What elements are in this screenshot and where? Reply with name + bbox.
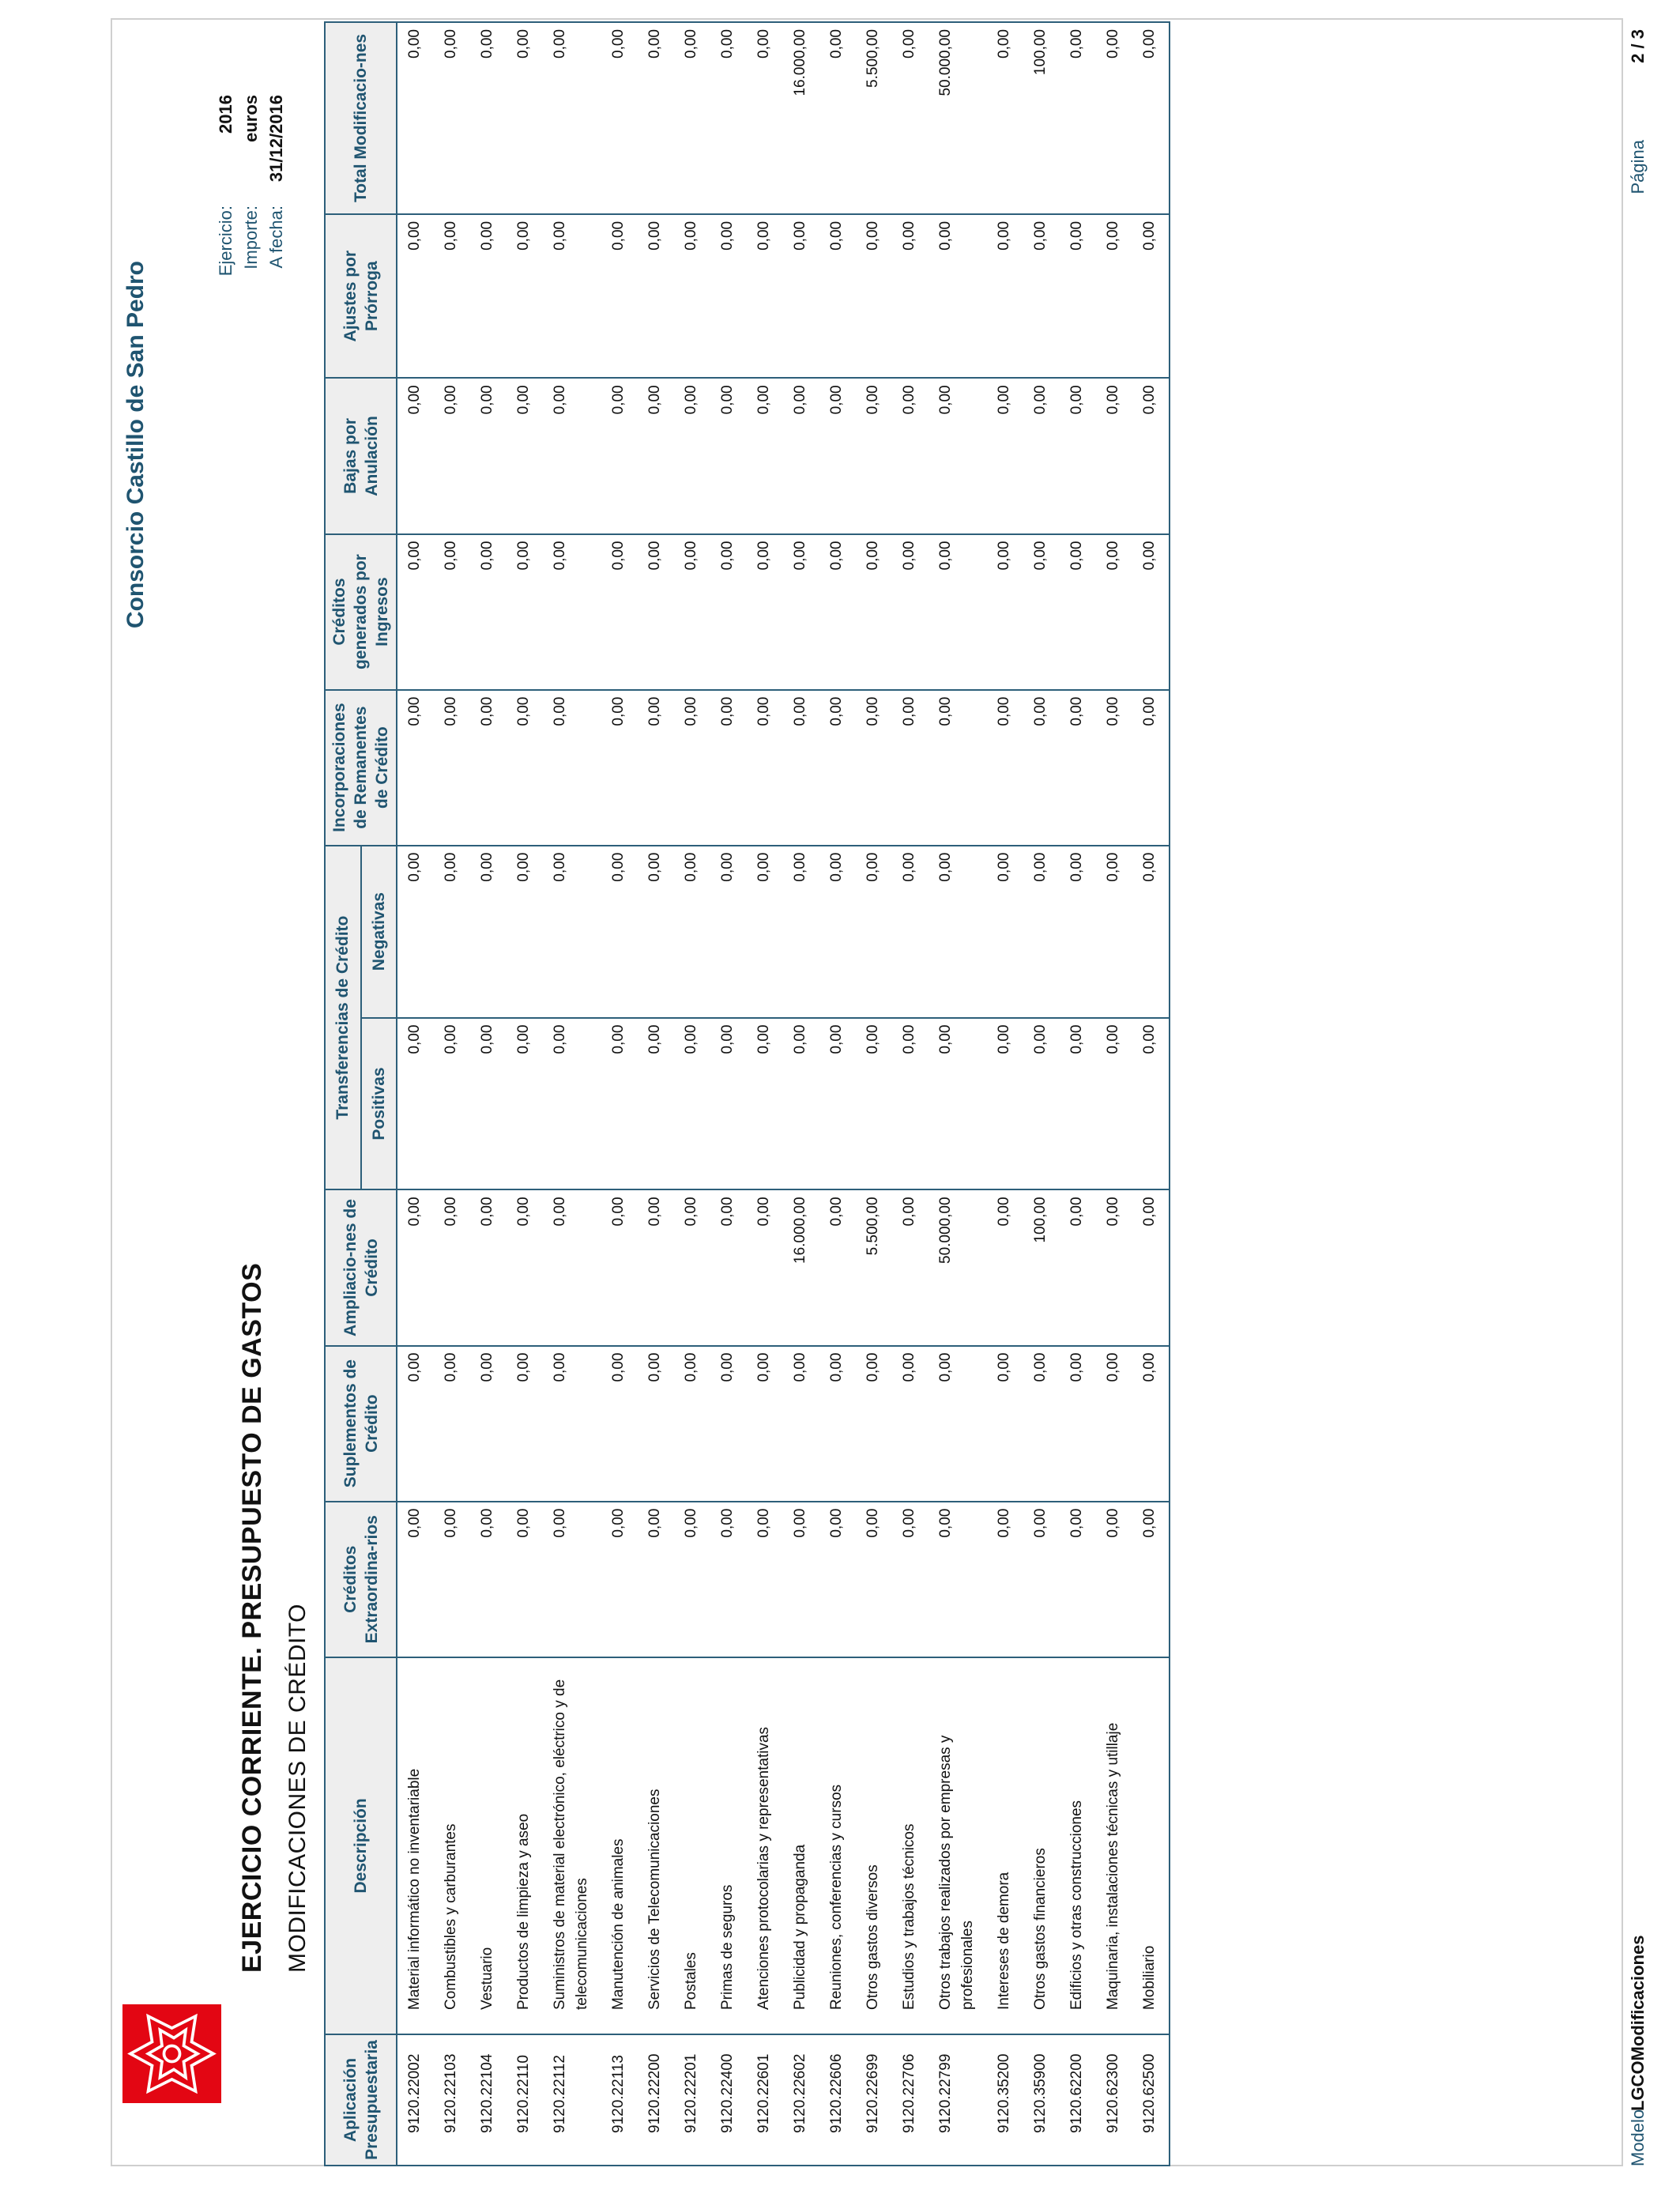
amount-cell: 0,00: [397, 1502, 434, 1657]
aplicacion-cell: 9120.22602: [783, 2034, 819, 2166]
table-row: [1132, 22, 1170, 2166]
amount-cell: 0,00: [819, 846, 856, 1018]
amount-cell: 0,00: [638, 1018, 674, 1190]
amount-cell: 0,00: [1132, 1346, 1170, 1502]
amount-cell: 0,00: [674, 214, 710, 378]
aplicacion-cell: 9120.22112: [543, 2034, 601, 2166]
amount-cell: 0,00: [783, 1502, 819, 1657]
header-transferencias: Transferencias de Crédito: [325, 846, 361, 1190]
amount-cell: 0,00: [1096, 214, 1132, 378]
amount-cell: 0,00: [710, 1502, 747, 1657]
amount-cell: 0,00: [507, 1502, 543, 1657]
amount-cell: 0,00: [929, 1502, 987, 1657]
amount-cell: 0,00: [892, 1502, 929, 1657]
amount-cell: 50.000,00: [929, 1189, 987, 1345]
amount-cell: 0,00: [470, 378, 507, 533]
aplicacion-cell: 9120.22601: [747, 2034, 783, 2166]
header-ampliaciones: Ampliacio-nes de Crédito: [325, 1189, 397, 1345]
table-row: [819, 22, 856, 2166]
page-subtitle: MODIFICACIONES DE CRÉDITO: [284, 1604, 311, 1973]
amount-cell: 0,00: [892, 1346, 929, 1502]
amount-cell: 0,00: [638, 690, 674, 846]
amount-cell: 0,00: [543, 534, 601, 690]
amount-cell: 0,00: [1060, 22, 1096, 214]
amount-cell: 0,00: [1096, 1502, 1132, 1657]
amount-cell: 0,00: [638, 214, 674, 378]
amount-cell: 0,00: [783, 378, 819, 533]
amount-cell: 0,00: [397, 1346, 434, 1502]
amount-cell: 0,00: [856, 846, 892, 1018]
amount-cell: 16.000,00: [783, 22, 819, 214]
amount-cell: 0,00: [1023, 378, 1060, 533]
amount-cell: 0,00: [710, 690, 747, 846]
amount-cell: 0,00: [1060, 534, 1096, 690]
amount-cell: 0,00: [434, 846, 470, 1018]
amount-cell: 0,00: [710, 378, 747, 533]
aplicacion-cell: 9120.35200: [987, 2034, 1023, 2166]
amount-cell: 0,00: [601, 1346, 638, 1502]
amount-cell: 0,00: [1096, 22, 1132, 214]
amount-cell: 0,00: [507, 1018, 543, 1190]
header-total: Total Modificacio-nes: [325, 22, 397, 214]
aplicacion-cell: 9120.22104: [470, 2034, 507, 2166]
amount-cell: 0,00: [747, 378, 783, 533]
amount-cell: 0,00: [987, 378, 1023, 533]
descripcion-cell: Productos de limpieza y aseo: [507, 1657, 543, 2034]
amount-cell: 0,00: [892, 534, 929, 690]
castle-star-icon: [122, 2004, 221, 2103]
table-row: [783, 22, 819, 2166]
amount-cell: 0,00: [470, 1189, 507, 1345]
amount-cell: 0,00: [987, 846, 1023, 1018]
amount-cell: 50.000,00: [929, 22, 987, 214]
amount-cell: 0,00: [674, 1502, 710, 1657]
amount-cell: 0,00: [819, 1346, 856, 1502]
table-row: [747, 22, 783, 2166]
amount-cell: 0,00: [397, 378, 434, 533]
amount-cell: 0,00: [819, 690, 856, 846]
amount-cell: 0,00: [507, 1346, 543, 1502]
amount-cell: 0,00: [987, 690, 1023, 846]
amount-cell: 0,00: [434, 22, 470, 214]
amount-cell: 0,00: [507, 1189, 543, 1345]
amount-cell: 0,00: [470, 1346, 507, 1502]
header-aplicacion: Aplicación Presupuestaria: [325, 2034, 397, 2166]
amount-cell: 0,00: [819, 22, 856, 214]
amount-cell: 0,00: [397, 1018, 434, 1190]
amount-cell: 0,00: [543, 1018, 601, 1190]
amount-cell: 0,00: [856, 378, 892, 533]
amount-cell: 0,00: [1096, 1346, 1132, 1502]
header-ajustes: Ajustes por Prórroga: [325, 214, 397, 378]
amount-cell: 0,00: [397, 214, 434, 378]
header-bajas: Bajas por Anulación: [325, 378, 397, 533]
amount-cell: 0,00: [710, 22, 747, 214]
descripcion-cell: Material informático no inventariable: [397, 1657, 434, 2034]
amount-cell: 0,00: [710, 1018, 747, 1190]
amount-cell: 0,00: [1060, 1189, 1096, 1345]
amount-cell: 0,00: [638, 846, 674, 1018]
aplicacion-cell: 9120.62200: [1060, 2034, 1096, 2166]
amount-cell: 0,00: [819, 378, 856, 533]
table-row: [601, 22, 638, 2166]
amount-cell: 0,00: [747, 534, 783, 690]
amount-cell: 0,00: [819, 1189, 856, 1345]
amount-cell: 0,00: [1096, 1018, 1132, 1190]
amount-cell: 0,00: [470, 214, 507, 378]
descripcion-cell: Servicios de Telecomunicaciones: [638, 1657, 674, 2034]
amount-cell: 5.500,00: [856, 22, 892, 214]
amount-cell: 0,00: [892, 1018, 929, 1190]
amount-cell: 0,00: [1132, 214, 1170, 378]
amount-cell: 0,00: [507, 690, 543, 846]
amount-cell: 0,00: [1023, 534, 1060, 690]
amount-cell: 0,00: [929, 1018, 987, 1190]
amount-cell: 0,00: [397, 1189, 434, 1345]
amount-cell: 0,00: [783, 690, 819, 846]
amount-cell: 0,00: [1023, 1018, 1060, 1190]
amount-cell: 0,00: [929, 534, 987, 690]
table-row: [1096, 22, 1132, 2166]
aplicacion-cell: 9120.22113: [601, 2034, 638, 2166]
amount-cell: 0,00: [1023, 846, 1060, 1018]
amount-cell: 0,00: [543, 378, 601, 533]
amount-cell: 0,00: [1132, 1018, 1170, 1190]
table-row: [470, 22, 507, 2166]
amount-cell: 0,00: [638, 22, 674, 214]
amount-cell: 0,00: [929, 214, 987, 378]
amount-cell: 0,00: [674, 846, 710, 1018]
amount-cell: 100,00: [1023, 1189, 1060, 1345]
model-value: LGCOModificaciones: [1628, 1935, 1648, 2111]
aplicacion-cell: 9120.22200: [638, 2034, 674, 2166]
descripcion-cell: Suministros de material electrónico, eléctrico y de telecomunicaciones: [543, 1657, 601, 2034]
amount-cell: 0,00: [892, 1189, 929, 1345]
amount-cell: 0,00: [929, 1346, 987, 1502]
descripcion-cell: Manutención de animales: [601, 1657, 638, 2034]
amount-cell: 0,00: [783, 1346, 819, 1502]
amount-cell: 0,00: [674, 22, 710, 214]
amount-cell: 0,00: [397, 534, 434, 690]
descripcion-cell: Atenciones protocolarias y representativas: [747, 1657, 783, 2034]
amount-cell: 0,00: [601, 214, 638, 378]
aplicacion-cell: 9120.22699: [856, 2034, 892, 2166]
amount-cell: 0,00: [434, 1502, 470, 1657]
organization-name: Consorcio Castillo de San Pedro: [122, 261, 149, 629]
amount-cell: 0,00: [987, 534, 1023, 690]
amount-cell: 0,00: [987, 1018, 1023, 1190]
amount-cell: 5.500,00: [856, 1189, 892, 1345]
table-row: [674, 22, 710, 2166]
descripcion-cell: Intereses de demora: [987, 1657, 1023, 2034]
amount-cell: 0,00: [507, 22, 543, 214]
amount-cell: 0,00: [638, 1189, 674, 1345]
ejercicio-label: Ejercicio:: [216, 205, 235, 277]
amount-cell: 0,00: [470, 22, 507, 214]
amount-cell: 0,00: [856, 690, 892, 846]
amount-cell: 0,00: [892, 214, 929, 378]
amount-cell: 0,00: [674, 1189, 710, 1345]
amount-cell: 0,00: [1060, 846, 1096, 1018]
amount-cell: 0,00: [674, 378, 710, 533]
amount-cell: 0,00: [543, 846, 601, 1018]
aplicacion-cell: 9120.62300: [1096, 2034, 1132, 2166]
aplicacion-cell: 9120.22606: [819, 2034, 856, 2166]
header-incorporaciones: Incorporaciones de Remanentes de Crédito: [325, 690, 397, 846]
amount-cell: 0,00: [434, 1346, 470, 1502]
amount-cell: 0,00: [470, 690, 507, 846]
amount-cell: 0,00: [601, 22, 638, 214]
table-row: [987, 22, 1023, 2166]
aplicacion-cell: 9120.22400: [710, 2034, 747, 2166]
amount-cell: 0,00: [892, 690, 929, 846]
header-descripcion: Descripción: [325, 1657, 397, 2034]
table-row: [507, 22, 543, 2166]
amount-cell: 0,00: [747, 1346, 783, 1502]
amount-cell: 0,00: [1132, 22, 1170, 214]
descripcion-cell: Otros trabajos realizados por empresas y profesionales: [929, 1657, 987, 2034]
amount-cell: 0,00: [710, 1189, 747, 1345]
amount-cell: 0,00: [674, 1346, 710, 1502]
amount-cell: 0,00: [819, 1502, 856, 1657]
amount-cell: 0,00: [507, 214, 543, 378]
amount-cell: 0,00: [856, 534, 892, 690]
table-row: [710, 22, 747, 2166]
aplicacion-cell: 9120.22799: [929, 2034, 987, 2166]
amount-cell: 0,00: [819, 214, 856, 378]
aplicacion-cell: 9120.22103: [434, 2034, 470, 2166]
descripcion-cell: Mobiliario: [1132, 1657, 1170, 2034]
descripcion-cell: Vestuario: [470, 1657, 507, 2034]
amount-cell: 0,00: [856, 1502, 892, 1657]
amount-cell: 0,00: [601, 846, 638, 1018]
aplicacion-cell: 9120.22201: [674, 2034, 710, 2166]
amount-cell: 0,00: [674, 1018, 710, 1190]
aplicacion-cell: 9120.35900: [1023, 2034, 1060, 2166]
amount-cell: 0,00: [1132, 534, 1170, 690]
descripcion-cell: Otros gastos diversos: [856, 1657, 892, 2034]
amount-cell: 0,00: [1096, 378, 1132, 533]
descripcion-cell: Reuniones, conferencias y cursos: [819, 1657, 856, 2034]
amount-cell: 0,00: [543, 690, 601, 846]
ejercicio-value: 2016: [216, 95, 235, 134]
amount-cell: 0,00: [470, 534, 507, 690]
amount-cell: 0,00: [783, 1018, 819, 1190]
amount-cell: 0,00: [856, 214, 892, 378]
amount-cell: 0,00: [470, 1018, 507, 1190]
amount-cell: 100,00: [1023, 22, 1060, 214]
amount-cell: 0,00: [710, 214, 747, 378]
amount-cell: 0,00: [1060, 378, 1096, 533]
amount-cell: 0,00: [1023, 1502, 1060, 1657]
amount-cell: 0,00: [747, 1189, 783, 1345]
amount-cell: 0,00: [674, 534, 710, 690]
amount-cell: 0,00: [1132, 846, 1170, 1018]
amount-cell: 0,00: [987, 1189, 1023, 1345]
aplicacion-cell: 9120.62500: [1132, 2034, 1170, 2166]
amount-cell: 0,00: [434, 214, 470, 378]
amount-cell: 0,00: [507, 378, 543, 533]
header-positivas: Positivas: [361, 1018, 397, 1190]
table-row: [892, 22, 929, 2166]
amount-cell: 0,00: [892, 22, 929, 214]
amount-cell: 0,00: [856, 1018, 892, 1190]
header-suplementos: Suplementos de Crédito: [325, 1346, 397, 1502]
aplicacion-cell: 9120.22706: [892, 2034, 929, 2166]
amount-cell: 16.000,00: [783, 1189, 819, 1345]
page-title: EJERCICIO CORRIENTE. PRESUPUESTO DE GASTOS: [237, 1262, 267, 1973]
amount-cell: 0,00: [987, 22, 1023, 214]
descripcion-cell: Otros gastos financieros: [1023, 1657, 1060, 2034]
aplicacion-cell: 9120.22110: [507, 2034, 543, 2166]
amount-cell: 0,00: [434, 1018, 470, 1190]
descripcion-cell: Combustibles y carburantes: [434, 1657, 470, 2034]
amount-cell: 0,00: [543, 214, 601, 378]
amount-cell: 0,00: [674, 690, 710, 846]
amount-cell: 0,00: [747, 846, 783, 1018]
table-row: [397, 22, 434, 2166]
amount-cell: 0,00: [507, 534, 543, 690]
amount-cell: 0,00: [470, 1502, 507, 1657]
amount-cell: 0,00: [543, 1346, 601, 1502]
amount-cell: 0,00: [1023, 690, 1060, 846]
amount-cell: 0,00: [929, 690, 987, 846]
amount-cell: 0,00: [434, 378, 470, 533]
amount-cell: 0,00: [638, 1502, 674, 1657]
amount-cell: 0,00: [783, 214, 819, 378]
amount-cell: 0,00: [638, 378, 674, 533]
header-negativas: Negativas: [361, 846, 397, 1018]
model-label: Modelo: [1628, 2109, 1648, 2166]
amount-cell: 0,00: [1096, 846, 1132, 1018]
descripcion-cell: Primas de seguros: [710, 1657, 747, 2034]
aplicacion-cell: 9120.22002: [397, 2034, 434, 2166]
table-row: [543, 22, 601, 2166]
fecha-value: 31/12/2016: [266, 95, 286, 183]
amount-cell: 0,00: [434, 690, 470, 846]
amount-cell: 0,00: [1132, 1189, 1170, 1345]
amount-cell: 0,00: [747, 1502, 783, 1657]
amount-cell: 0,00: [543, 22, 601, 214]
descripcion-cell: Maquinaria, instalaciones técnicas y utillaje: [1096, 1657, 1132, 2034]
amount-cell: 0,00: [1096, 690, 1132, 846]
amount-cell: 0,00: [1060, 1346, 1096, 1502]
fecha-label: A fecha:: [266, 205, 286, 269]
amount-cell: 0,00: [1060, 1502, 1096, 1657]
importe-value: euros: [241, 95, 261, 142]
table-row: [929, 22, 987, 2166]
amount-cell: 0,00: [783, 846, 819, 1018]
table-row: [1023, 22, 1060, 2166]
amount-cell: 0,00: [1132, 1502, 1170, 1657]
amount-cell: 0,00: [638, 534, 674, 690]
amount-cell: 0,00: [1096, 534, 1132, 690]
importe-label: Importe:: [241, 205, 261, 270]
amount-cell: 0,00: [710, 534, 747, 690]
table-row: [856, 22, 892, 2166]
amount-cell: 0,00: [507, 846, 543, 1018]
page-label: Página: [1628, 140, 1648, 194]
table-row: [638, 22, 674, 2166]
amount-cell: 0,00: [601, 534, 638, 690]
descripcion-cell: Edificios y otras construcciones: [1060, 1657, 1096, 2034]
table-row: [1060, 22, 1096, 2166]
amount-cell: 0,00: [819, 534, 856, 690]
amount-cell: 0,00: [397, 22, 434, 214]
amount-cell: 0,00: [987, 1346, 1023, 1502]
amount-cell: 0,00: [710, 846, 747, 1018]
amount-cell: 0,00: [1023, 1346, 1060, 1502]
amount-cell: 0,00: [434, 1189, 470, 1345]
amount-cell: 0,00: [819, 1018, 856, 1190]
header-extraordinarios: Créditos Extraordina-rios: [325, 1502, 397, 1657]
report-meta: [213, 95, 289, 276]
amount-cell: 0,00: [601, 690, 638, 846]
amount-cell: 0,00: [1132, 690, 1170, 846]
amount-cell: 0,00: [892, 378, 929, 533]
amount-cell: 0,00: [397, 690, 434, 846]
amount-cell: 0,00: [601, 1189, 638, 1345]
amount-cell: 0,00: [987, 214, 1023, 378]
amount-cell: 0,00: [747, 1018, 783, 1190]
amount-cell: 0,00: [710, 1346, 747, 1502]
amount-cell: 0,00: [1132, 378, 1170, 533]
amount-cell: 0,00: [397, 846, 434, 1018]
amount-cell: 0,00: [929, 846, 987, 1018]
descripcion-cell: Postales: [674, 1657, 710, 2034]
amount-cell: 0,00: [434, 534, 470, 690]
amount-cell: 0,00: [747, 214, 783, 378]
amount-cell: 0,00: [1060, 214, 1096, 378]
table-row: [434, 22, 470, 2166]
amount-cell: 0,00: [783, 534, 819, 690]
amount-cell: 0,00: [856, 1346, 892, 1502]
amount-cell: 0,00: [747, 690, 783, 846]
page-number: 2 / 3: [1628, 29, 1648, 63]
descripcion-cell: Estudios y trabajos técnicos: [892, 1657, 929, 2034]
amount-cell: 0,00: [601, 1018, 638, 1190]
amount-cell: 0,00: [1060, 1018, 1096, 1190]
amount-cell: 0,00: [747, 22, 783, 214]
amount-cell: 0,00: [1060, 690, 1096, 846]
amount-cell: 0,00: [601, 378, 638, 533]
amount-cell: 0,00: [1023, 214, 1060, 378]
modifications-table: [324, 21, 1170, 2166]
amount-cell: 0,00: [987, 1502, 1023, 1657]
amount-cell: 0,00: [543, 1502, 601, 1657]
amount-cell: 0,00: [470, 846, 507, 1018]
amount-cell: 0,00: [543, 1189, 601, 1345]
descripcion-cell: Publicidad y propaganda: [783, 1657, 819, 2034]
amount-cell: 0,00: [929, 378, 987, 533]
amount-cell: 0,00: [1096, 1189, 1132, 1345]
header-generados: Créditos generados por Ingresos: [325, 534, 397, 690]
amount-cell: 0,00: [638, 1346, 674, 1502]
amount-cell: 0,00: [892, 846, 929, 1018]
amount-cell: 0,00: [601, 1502, 638, 1657]
